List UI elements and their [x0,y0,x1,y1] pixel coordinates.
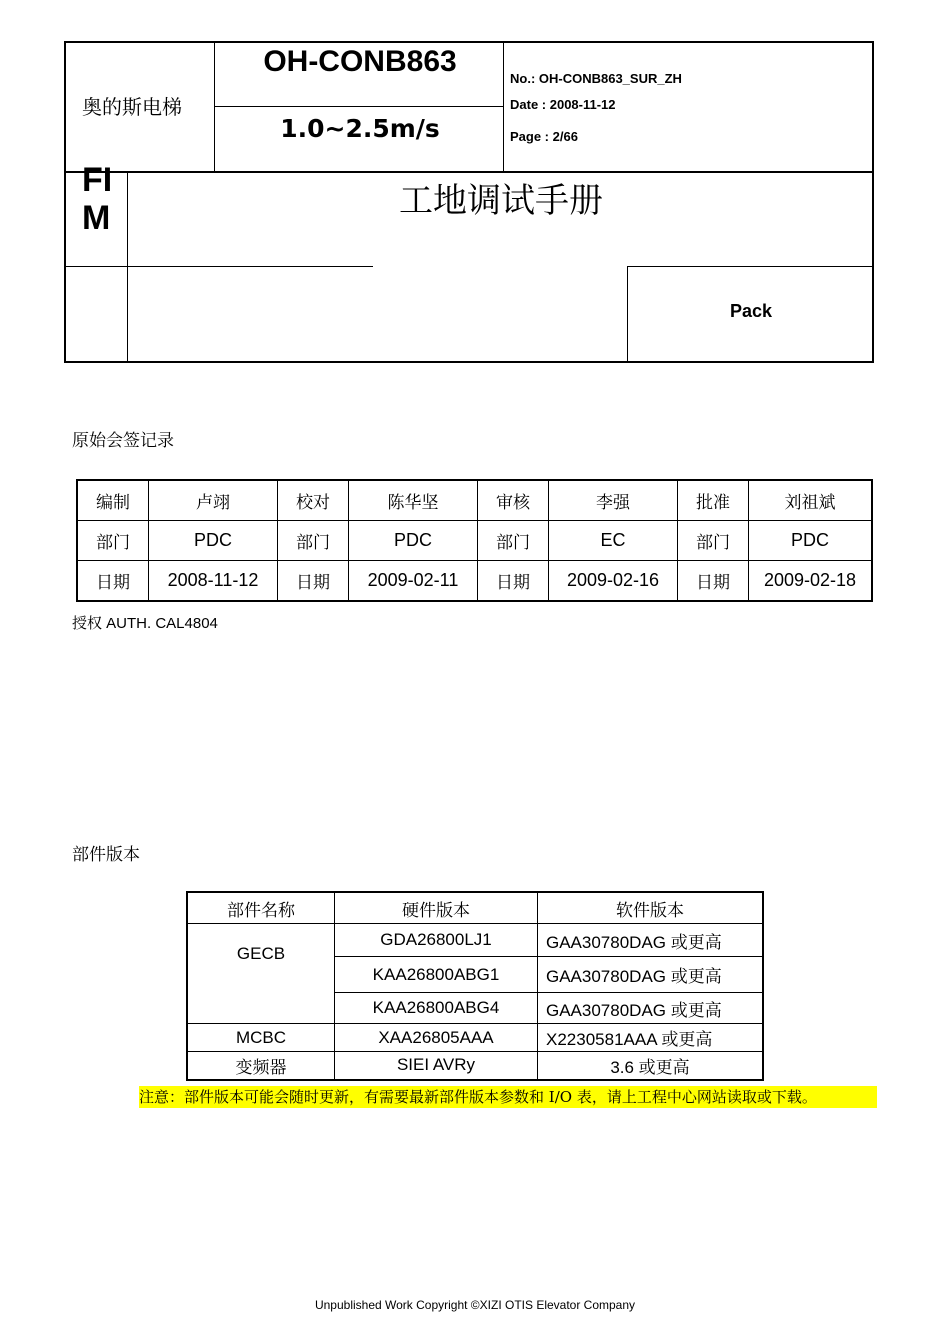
table-row [77,561,872,602]
document-number: No.: OH-CONB863_SUR_ZH [510,71,682,86]
table-row [187,1052,763,1080]
table-cell: PDC [349,521,478,561]
table-cell: 刘祖斌 [749,480,873,521]
table-cell: 陈华坚 [349,480,478,521]
divider [66,171,874,173]
divider [627,266,874,267]
document-title: 工地调试手册 [399,181,603,221]
fim-label [82,161,112,237]
table-cell: 2009-02-18 [749,561,873,602]
fim-line-1: FI [82,161,113,199]
hardware-version: GDA26800LJ1 [335,924,538,957]
table-cell: EC [549,521,678,561]
table-cell: 部门 [478,521,549,561]
table-cell: 2009-02-16 [549,561,678,602]
table-cell: 日期 [478,561,549,602]
component-name: 变频器 [187,1052,335,1080]
pack-label: Pack [729,301,773,321]
table-cell: 日期 [278,561,349,602]
software-version: X2230581AAA 或更高 [538,1024,764,1052]
page-number: Page : 2/66 [510,129,578,144]
table-cell: 批准 [678,480,749,521]
hardware-version: SIEI AVRy [335,1052,538,1080]
table-cell: 卢翊 [149,480,278,521]
column-header: 硬件版本 [335,892,538,924]
software-version: GAA30780DAG 或更高 [538,993,764,1024]
table-row [77,521,872,561]
table-cell: 编制 [77,480,149,521]
signoff-section-title: 原始会签记录 [72,431,174,451]
software-version: GAA30780DAG 或更高 [538,924,764,957]
divider [127,266,373,267]
column-header: 软件版本 [538,892,764,924]
hardware-version: KAA26800ABG4 [335,993,538,1024]
document-date: Date : 2008-11-12 [510,97,616,112]
table-row [187,924,763,957]
table-cell: 李强 [549,480,678,521]
table-row [77,480,872,521]
table-cell: 校对 [278,480,349,521]
speed-range: 1.0~2.5m/s [280,114,440,143]
hardware-version: KAA26800ABG1 [335,957,538,993]
table-cell: 日期 [678,561,749,602]
table-cell: 日期 [77,561,149,602]
model-number: OH-CONB863 [263,45,457,78]
versions-section-title: 部件版本 [72,845,140,865]
divider [214,43,215,171]
table-cell: 部门 [678,521,749,561]
table-cell: 2009-02-11 [349,561,478,602]
table-cell: 2008-11-12 [149,561,278,602]
table-cell: PDC [149,521,278,561]
software-version: 3.6 或更高 [538,1052,764,1080]
copyright-footer: Unpublished Work Copyright ©XIZI OTIS Elevator Company [314,1298,636,1312]
versions-table [186,891,764,1081]
table-row [187,1024,763,1052]
component-name: GECB [187,924,335,1024]
version-update-note: 注意：部件版本可能会随时更新，有需要最新部件版本参数和 I/O 表，请上工程中心网站读取或下载。 [139,1086,877,1108]
table-cell: 部门 [278,521,349,561]
divider [66,266,128,267]
signoff-table [76,479,873,602]
table-cell: 审核 [478,480,549,521]
hardware-version: XAA26805AAA [335,1024,538,1052]
table-cell: PDC [749,521,873,561]
table-row [187,892,763,924]
document-header [64,41,874,363]
table-cell: 部门 [77,521,149,561]
component-name: MCBC [187,1024,335,1052]
company-name: 奥的斯电梯 [82,95,182,119]
authorization-number: 授权 AUTH. CAL4804 [72,615,218,632]
fim-line-2: M [82,199,111,237]
column-header: 部件名称 [187,892,335,924]
software-version: GAA30780DAG 或更高 [538,957,764,993]
